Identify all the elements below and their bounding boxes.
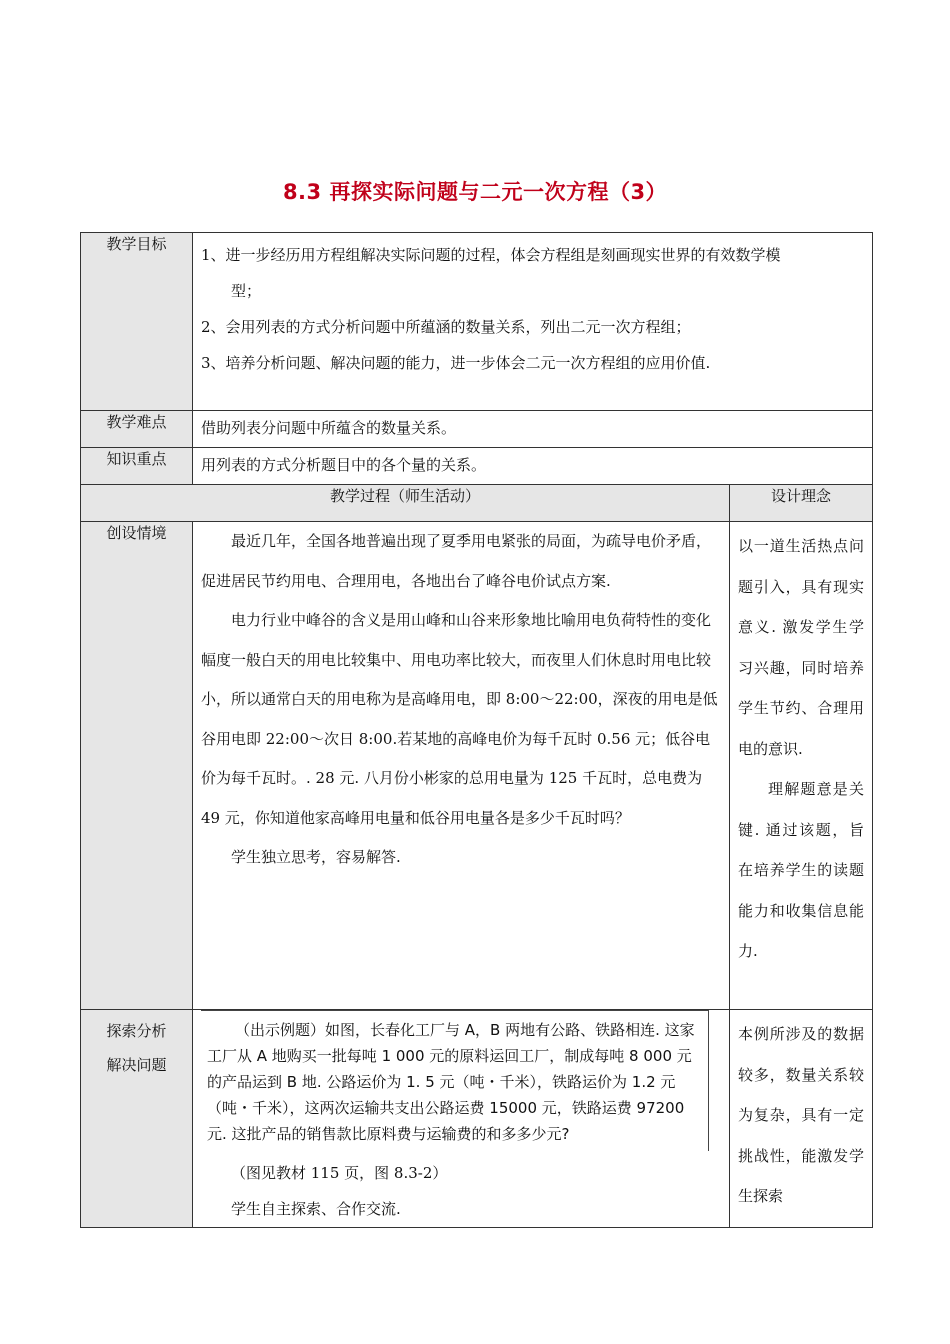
explore-concept: [730, 1010, 873, 1228]
explore-concept-text: 本例所涉及的数据较多，数量关系较为复杂，具有一定挑战性，能激发学生探索: [738, 1025, 864, 1205]
lesson-plan-table: [80, 232, 873, 1228]
situation-concept: [730, 522, 873, 1010]
difficulty-content: [193, 411, 873, 448]
situation-paragraph: 电力行业中峰谷的含义是用山峰和山谷来形象地比喻用电负荷特性的变化幅度一般白天的用电比较集中、用电功率比较大，而夜里人们休息时用电比较小，所以通常白天的用电称为是高峰用电，即 8:00～22:00，深夜的用电是低谷用电即 22:00～次日 8:00.若某地的高峰电价为每千瓦时 0.56 元；低谷电价为每千瓦时。. 28 元. 八月份小彬家的总用电量为 125 千瓦时，总电费为 49 元，你知道他家高峰用电量和低谷用电量各是多少千瓦时吗？: [201, 611, 718, 827]
row-situation: [81, 522, 873, 1010]
situation-paragraph: 学生独立思考，容易解答.: [231, 848, 401, 866]
label-explore-line1: 探索分析: [106, 1022, 167, 1040]
textbook-reference: （图见教材 115 页，图 8.3-2）: [231, 1164, 448, 1182]
goal-item: 3、培养分析问题、解决问题的能力，进一步体会二元一次方程组的应用价值.: [201, 354, 711, 372]
row-key-point: [81, 448, 873, 485]
situation-paragraph: 最近几年，全国各地普遍出现了夏季用电紧张的局面，为疏导电价矛盾，促进居民节约用电、合理用电，各地出台了峰谷电价试点方案.: [201, 532, 712, 590]
row-goals: [81, 233, 873, 411]
student-activity: 学生自主探索、合作交流.: [231, 1200, 401, 1218]
key-point-content: [193, 448, 873, 485]
goals-content: [193, 233, 873, 411]
label-difficulty: 教学难点: [81, 411, 193, 448]
explore-content: [193, 1010, 730, 1228]
example-problem: （出示例题）如图，长春化工厂与 A，B 两地有公路、铁路相连. 这家工厂从 A 地购买一批每吨 1 000 元的原料运回工厂，制成每吨 8 000 元的产品运到 B 地. 公路运价为 1. 5 元（吨・千米），铁路运价为 1.2 元（吨・千米），这两次运输共支出公路运费 15000 元，铁路运费 97200 元. 这批产品的销售款比原料费与运输费的和多多少元?: [201, 1010, 709, 1151]
header-process: 教学过程（师生活动）: [81, 485, 730, 522]
concept-paragraph: 理解题意是关键. 通过该题，旨在培养学生的读题能力和收集信息能力.: [738, 780, 864, 960]
page-title: 8.3 再探实际问题与二元一次方程（3）: [282, 180, 668, 204]
label-goals: 教学目标: [81, 233, 193, 411]
goal-item: 型；: [231, 282, 262, 300]
goal-item: 2、会用列表的方式分析问题中所蕴涵的数量关系，列出二元一次方程组；: [201, 318, 691, 336]
situation-content: [193, 522, 730, 1010]
difficulty-text: 借助列表分问题中所蕴含的数量关系。: [201, 419, 457, 437]
label-situation: 创设情境: [81, 522, 193, 1010]
row-header: [81, 485, 873, 522]
header-concept: 设计理念: [730, 485, 873, 522]
concept-paragraph: 以一道生活热点问题引入，具有现实意义. 激发学生学习兴趣，同时培养学生节约、合理用电的意识.: [738, 537, 864, 758]
label-explore: [81, 1010, 193, 1228]
label-key-point: 知识重点: [81, 448, 193, 485]
key-point-text: 用列表的方式分析题目中的各个量的关系。: [201, 456, 487, 474]
label-explore-line2: 解决问题: [106, 1056, 167, 1074]
row-explore: [81, 1010, 873, 1228]
row-difficulty: [81, 411, 873, 448]
goal-item: 1、进一步经历用方程组解决实际问题的过程，体会方程组是刻画现实世界的有效数学模: [201, 246, 781, 264]
